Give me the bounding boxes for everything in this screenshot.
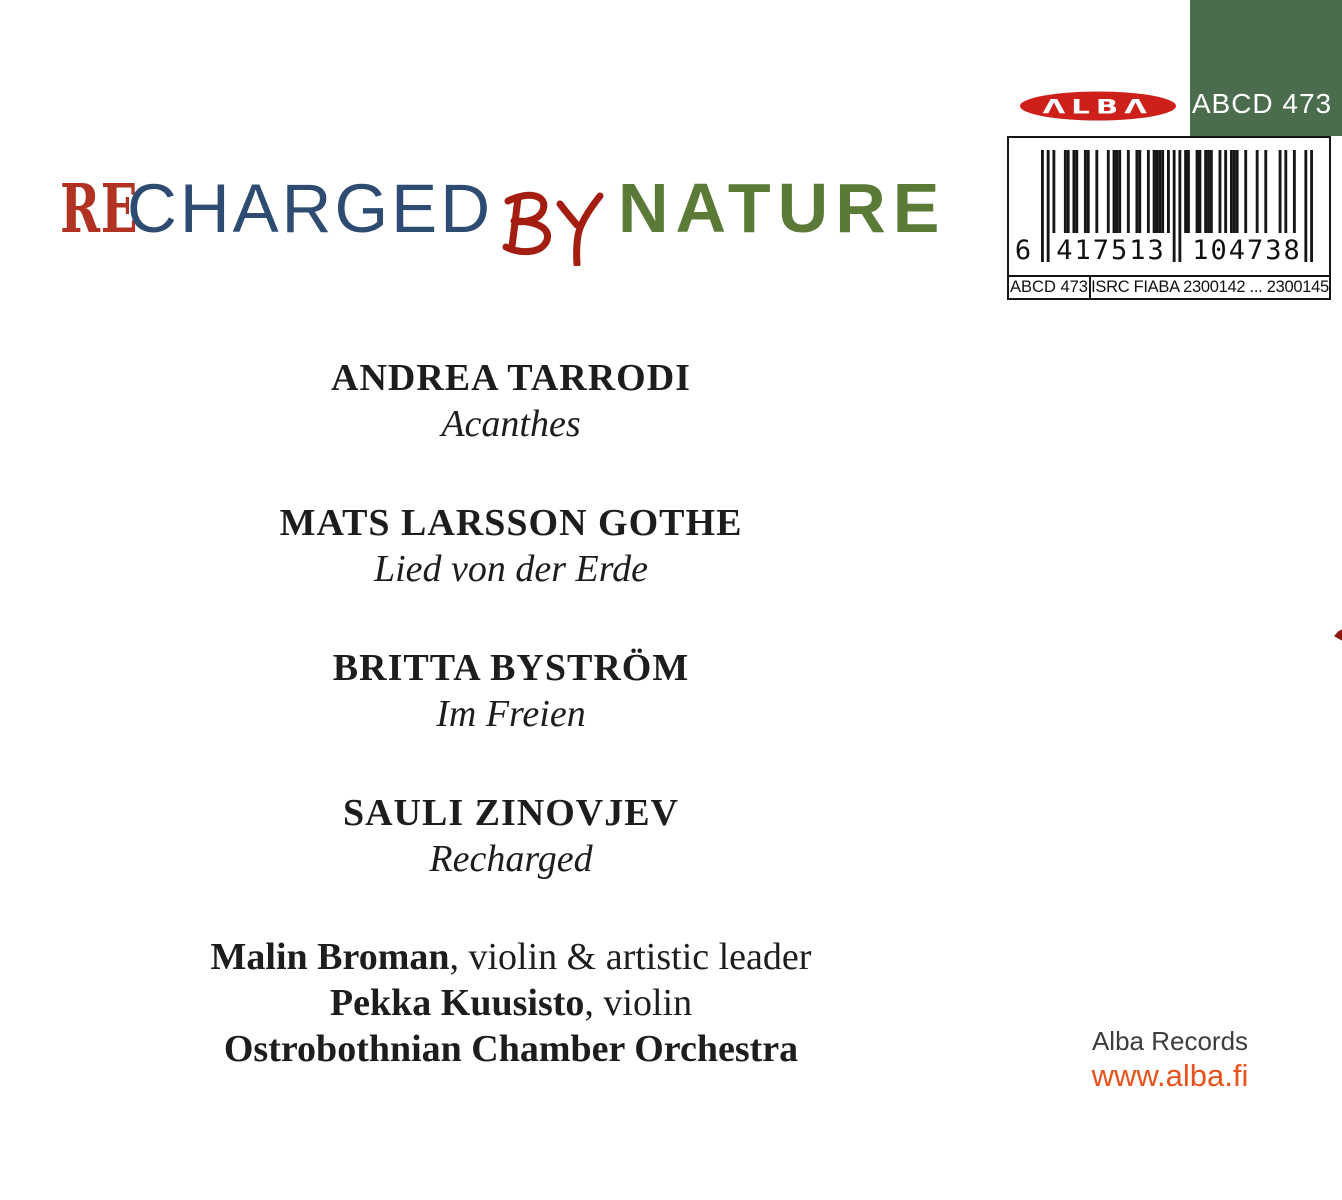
performer-role: , violin [584, 982, 693, 1024]
work-title: Lied von der Erde [373, 548, 649, 590]
performer-role: , violin & artistic leader [449, 936, 812, 978]
by-letter-y-stem [577, 196, 600, 264]
composer-name: SAULI ZINOVJEV [342, 792, 680, 834]
barcode-isrc-label: ISRC FIABA 2300142 ... 2300145 [1091, 278, 1329, 296]
record-label-name: Alba Records [1091, 1026, 1249, 1056]
title-charged: CHARGED [127, 170, 494, 247]
by-letter-y-left-arm [560, 204, 577, 225]
program-item [0, 500, 1022, 592]
work-title: Im Freien [436, 693, 586, 735]
catalog-number: ABCD 473 [1191, 88, 1333, 119]
performer-name: Malin Broman [210, 936, 450, 978]
title-re: RE [60, 169, 139, 248]
label-credit [1052, 1026, 1288, 1093]
composer-name: ANDREA TARRODI [331, 357, 691, 399]
composer-name: BRITTA BYSTRÖM [332, 647, 690, 689]
composer-name: MATS LARSSON GOTHE [279, 502, 743, 544]
program-list [0, 355, 1022, 1072]
performer-name: Pekka Kuusisto [329, 982, 585, 1024]
performer-line [0, 980, 1022, 1026]
performers-list [0, 934, 1022, 1072]
ean-digits-left: 417513 [1056, 235, 1166, 266]
alba-logo-text: ΛLBΛ [1042, 95, 1153, 119]
program-item [0, 645, 1022, 737]
title-by-handwritten [494, 188, 610, 266]
title-nature: NATURE [618, 169, 947, 247]
album-title [0, 0, 1342, 280]
performer-line [0, 934, 1022, 980]
barcode-catalog-label: ABCD 473 [1009, 277, 1091, 298]
program-item [0, 790, 1022, 882]
red-edge-mark [1334, 628, 1342, 642]
work-title: Acanthes [441, 403, 581, 445]
program-item [0, 355, 1022, 447]
ean-digit-lead: 6 [1014, 235, 1034, 266]
performer-line [0, 1026, 1022, 1072]
performer-name: Ostrobothnian Chamber Orchestra [223, 1028, 799, 1070]
label-website-url: www.alba.fi [1091, 1058, 1249, 1093]
work-title: Recharged [429, 838, 593, 880]
ean-digits-right: 104738 [1192, 235, 1302, 266]
